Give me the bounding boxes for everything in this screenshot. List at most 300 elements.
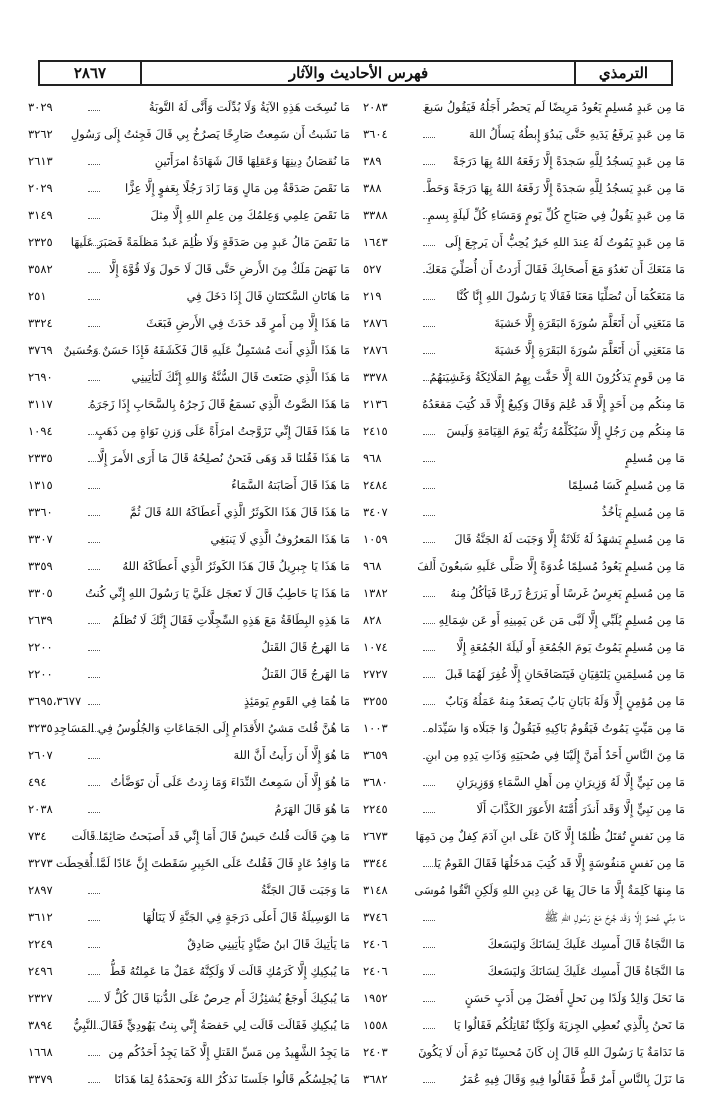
index-entry — [28, 553, 350, 580]
index-entry — [363, 364, 685, 391]
entry-text: مَا مِن عَبدٍ يَمُوتُ لَهُ عِندَ اللهِ خَيرٌ يُحِبُّ أَن يَرجِعَ إِلَى — [444, 235, 685, 249]
entry-text: مَا هُوَ إِلَّا أَن سَمِعتُ النِّدَاءَ وَمَا زِدتُ عَلَى أَن تَوَضَّأتُ — [110, 775, 350, 789]
leader-dots — [423, 839, 435, 840]
entry-number: ٣٣٦٠ — [28, 505, 53, 519]
index-entry — [363, 472, 685, 499]
entry-text: مَا نَدَامَةٌ يَا رَسُولَ اللهِ قَالَ إِن كَانَ مُحسِنًا نَدِمَ أَن لَا يَكُونَ — [418, 1045, 685, 1059]
entry-number: ٢٠٨٣ — [363, 100, 388, 114]
entry-text: مَا مِن قَومٍ يَذكُرُونَ اللهَ إِلَّا حَفَّت بِهِمُ المَلَائِكَةُ وَغَشِيَتهُمُ — [429, 370, 685, 384]
leader-dots — [88, 677, 100, 678]
leader-dots — [423, 731, 435, 732]
index-entry — [28, 121, 350, 148]
leader-dots — [423, 974, 435, 975]
index-entry — [28, 634, 350, 661]
entry-number: ٢٦٣٩ — [28, 613, 53, 627]
entry-number: ٢٣٢٥ — [28, 235, 53, 249]
index-entry — [363, 94, 685, 121]
entry-text: مَا مِن نَفسٍ تُقتَلُ ظُلمًا إِلَّا كَانَ عَلَى ابنِ آدَمَ كِفلٌ مِن دَمِهَا — [415, 829, 685, 843]
leader-dots — [88, 218, 100, 219]
entry-number: ٢٤٨٤ — [363, 478, 388, 492]
leader-dots — [88, 569, 100, 570]
leader-dots — [88, 785, 100, 786]
entry-text: مَا هَذَا الَّذِي أَنتَ مُشتَمِلٌ عَلَيهِ قَالَ فَكَشَفَهُ فَإِذَا حَسَنٌ وَحُسَينٌ — [63, 343, 350, 357]
entry-text: مَا نَهَضَ مَلَكٌ مِنَ الأَرضِ حَتَّى قَالَ لَا حَولَ وَلَا قُوَّةَ إِلَّا — [108, 262, 350, 276]
leader-dots — [88, 731, 100, 732]
index-entry — [363, 715, 685, 742]
leader-dots — [88, 488, 100, 489]
leader-dots — [423, 110, 435, 111]
index-entry — [363, 1066, 685, 1093]
entry-number: ٢٤١٥ — [363, 424, 388, 438]
entry-text: مَا هَذَا الصَّوتُ الَّذِي نَسمَعُ قَالَ زَجرُهُ بِالسَّحَابِ إِذَا زَجَرَهُ — [89, 397, 350, 411]
entry-text: مَا مِن مَيِّتٍ يَمُوتُ فَيَقُومُ بَاكِيهِ فَيَقُولُ وَا جَبَلَاه وَا سَيِّدَاه — [428, 721, 685, 735]
entry-text: مَا نَحنُ بِالَّذِي نُعطِي الجِزيَةَ وَلَكِنَّا نُقَاتِلُكُم فَقَالُوا يَا — [453, 1018, 685, 1032]
index-entry — [363, 202, 685, 229]
index-entry — [28, 580, 350, 607]
entry-text: مَا مِن عَبدٍ يَقُولُ فِي صَبَاحِ كُلِّ يَومٍ وَمَسَاءِ كُلِّ لَيلَةٍ بِسمِ — [427, 208, 685, 222]
entry-number: ٣٣٠٥ — [28, 586, 53, 600]
entry-number: ٢٠٣٨ — [28, 802, 53, 816]
entry-number: ٣٣٧٨ — [363, 370, 388, 384]
index-entry — [28, 391, 350, 418]
entry-number: ٢١٩ — [363, 289, 382, 303]
leader-dots — [88, 299, 100, 300]
leader-dots — [88, 596, 100, 597]
leader-dots — [88, 191, 100, 192]
entry-number: ٣٢٧٣ — [28, 856, 53, 870]
entry-text: مَا نَقَصَ عِلمِي وَعِلمُكَ مِن عِلمِ اللهِ إِلَّا مِثلَ — [150, 208, 350, 222]
entry-number: ٣٦٥٩ — [363, 748, 388, 762]
entry-number: ١٩٥٢ — [363, 991, 388, 1005]
index-entry — [28, 742, 350, 769]
entry-number: ٣٧٦٩ — [28, 343, 53, 357]
entry-text: مَا مَنَعَكُمَا أَن تُصَلِّيَا مَعَنَا فَقَالَا يَا رَسُولَ اللهِ إِنَّا كُنَّا — [456, 289, 685, 303]
index-entry — [363, 580, 685, 607]
leader-dots — [423, 758, 435, 759]
entry-text: مَا الهَرجُ قَالَ القَتلُ — [261, 640, 350, 654]
leader-dots — [88, 866, 100, 867]
entry-text: مَا مِن مُسلِمٍ يَعُودُ مُسلِمًا غُدوَةً إِلَّا صَلَّى عَلَيهِ سَبعُونَ أَلفَ — [417, 559, 685, 573]
leader-dots — [88, 1028, 100, 1029]
entry-text: مَا مِن مُسلِمٍ يَأخُذُ — [601, 505, 685, 519]
entry-number: ٢٤٠٣ — [363, 1045, 388, 1059]
index-entry — [28, 499, 350, 526]
leader-dots — [423, 623, 435, 624]
entry-number: ٣٤٠٧ — [363, 505, 388, 519]
entry-number: ٢٣٢٧ — [28, 991, 53, 1005]
leader-dots — [423, 677, 435, 678]
entry-text: مَا وَافِدُ عَادٍ قَالَ فَقُلتُ عَلَى الخَبِيرِ سَقَطتَ إِنَّ عَادًا لَمَّا أُقحِطَت — [55, 856, 350, 870]
leader-dots — [423, 353, 435, 354]
entry-number: ٨٢٨ — [363, 613, 382, 627]
index-entry — [28, 661, 350, 688]
entry-number: ٢١٣٦ — [363, 397, 388, 411]
entry-text: مَا مِن مُسلِمٍ — [625, 451, 685, 465]
entry-text: مَا هَذِهِ البِطَاقَةُ مَعَ هَذِهِ السِّجِلَّاتِ فَقَالَ إِنَّكَ لَا تُظلَمُ — [112, 613, 350, 627]
entry-number: ٣١٤٨ — [363, 883, 388, 897]
index-entry — [28, 364, 350, 391]
leader-dots — [88, 1001, 100, 1002]
entry-text: مَا مِن نَبِيٍّ إِلَّا لَهُ وَزِيرَانِ مِن أَهلِ السَّمَاءِ وَوَزِيرَانِ — [456, 775, 685, 789]
index-entry — [363, 634, 685, 661]
index-entry — [28, 715, 350, 742]
entry-number: ٣٣٧٩ — [28, 1072, 53, 1086]
entry-number: ٣٦٨٢ — [363, 1072, 388, 1086]
entry-number: ٣٨٩ — [363, 154, 382, 168]
leader-dots — [423, 1055, 435, 1056]
leader-dots — [423, 1028, 435, 1029]
leader-dots — [423, 218, 435, 219]
index-entry — [28, 202, 350, 229]
entry-text: مَا مِنكُم مِن أَحَدٍ إِلَّا قَد عُلِمَ وَقَالَ وَكِيعٌ إِلَّا قَد كُتِبَ مَقعَدُهُ — [422, 397, 685, 411]
entry-text: مَا وَجَبَت قَالَ الجَنَّةُ — [260, 883, 350, 897]
index-entry — [28, 445, 350, 472]
entry-number: ١٥٥٨ — [363, 1018, 388, 1032]
entry-text: مَا نُسِخَت هَذِهِ الآيَةُ وَلَا بُدِّلَت وَأَنَّى لَهُ التَّوبَةُ — [148, 100, 350, 114]
leader-dots — [423, 515, 435, 516]
entry-number: ٢٢٤٩ — [28, 937, 53, 951]
entry-number: ١٦٤٣ — [363, 235, 388, 249]
entry-text: مَا هَذَا قَالَ هَذَا الكَوثَرُ الَّذِي أَعطَاكَهُ اللهُ قَالَ ثُمَّ — [129, 505, 350, 519]
entry-text: مَا يُبكِيكِ إِلَّا كَرَمُكِ قَالَت لَا وَلَكِنَّهُ عَمَلٌ مَا عَمِلتُهُ قَطُّ — [109, 964, 350, 978]
index-entry — [363, 148, 685, 175]
entry-text: مَا النَّجَاةُ قَالَ أَمسِك عَلَيكَ لِسَانَكَ وَليَسَعكَ — [487, 964, 685, 978]
entry-number: ٢٢٠٠ — [28, 640, 53, 654]
entry-number: ٢٦٧٣ — [363, 829, 388, 843]
leader-dots — [88, 704, 100, 705]
entry-number: ٢٢٠٠ — [28, 667, 53, 681]
index-entry — [363, 607, 685, 634]
leader-dots — [88, 245, 100, 246]
index-entry — [28, 796, 350, 823]
index-entry — [28, 472, 350, 499]
leader-dots — [88, 650, 100, 651]
leader-dots — [423, 893, 435, 894]
leader-dots — [88, 920, 100, 921]
leader-dots — [423, 542, 435, 543]
entry-number: ٣١٤٩ — [28, 208, 53, 222]
entry-text: مَا يُبكِيكَ أَوجَعٌ يُشئِزُكَ أَم حِرصٌ عَلَى الدُّنيَا قَالَ كُلٌّ لَا — [103, 991, 350, 1005]
index-entry — [28, 850, 350, 877]
index-entry — [28, 823, 350, 850]
index-entry — [363, 310, 685, 337]
index-entry — [28, 877, 350, 904]
leader-dots — [88, 839, 100, 840]
entry-number: ١٠٥٩ — [363, 532, 388, 546]
leader-dots — [423, 380, 435, 381]
entry-text: مَا الهَرجُ قَالَ القَتلُ — [261, 667, 350, 681]
index-entry — [28, 229, 350, 256]
index-entry — [28, 310, 350, 337]
index-entry — [28, 148, 350, 175]
index-entry — [28, 1066, 350, 1093]
entry-text: مَا نَقَصَ صَدَقَةٌ مِن مَالٍ وَمَا زَادَ رَجُلًا بِعَفوٍ إِلَّا عِزًّا — [125, 181, 350, 195]
index-entry — [28, 769, 350, 796]
entry-text: مَا نُقصَانُ دِينِهَا وَعَقلِهَا قَالَ شَهَادَةُ امرَأَتَينِ — [154, 154, 350, 168]
entry-number: ٣٢٥٥ — [363, 694, 388, 708]
entry-number: ٣٣٥٩ — [28, 559, 53, 573]
index-entry — [28, 418, 350, 445]
leader-dots — [423, 272, 435, 273]
entry-text: مَا مَنَعَنِي أَن أَتَعَلَّمَ سُورَةَ البَقَرَةِ إِلَّا خَشيَةَ — [494, 343, 685, 357]
leader-dots — [423, 191, 435, 192]
entry-number: ٢٥١ — [28, 289, 47, 303]
leader-dots — [88, 461, 100, 462]
entry-text: مَا هِيَ قَالَت قُلتُ حَيسٌ قَالَ أَمَا إِنِّي قَد أَصبَحتُ صَائِمًا قَالَت — [71, 829, 350, 843]
entry-text: مَا مِن نَبِيٍّ إِلَّا وَقَد أَنذَرَ أُمَّتَهُ الأَعوَرَ الكَذَّابَ أَلَا — [476, 802, 685, 816]
entry-number: ٩٦٨ — [363, 451, 382, 465]
index-entry — [28, 1039, 350, 1066]
entry-text: مَا مِن مُسلِمٍ كَسَا مُسلِمًا — [568, 478, 685, 492]
leader-dots — [88, 515, 100, 516]
index-entry — [363, 1012, 685, 1039]
entry-number: ٢٣٣٥ — [28, 451, 53, 465]
leader-dots — [423, 488, 435, 489]
entry-number: ٩٦٨ — [363, 559, 382, 573]
index-entry — [363, 256, 685, 283]
leader-dots — [88, 1055, 100, 1056]
index-entry — [363, 445, 685, 472]
leader-dots — [423, 326, 435, 327]
entry-text: مَا هَاتَانِ السَّكتَتَانِ قَالَ إِذَا دَخَلَ فِي — [186, 289, 350, 303]
entry-number: ٣٦١٢ — [28, 910, 53, 924]
leader-dots — [423, 704, 435, 705]
entry-number: ٢٢٤٥ — [363, 802, 388, 816]
leader-dots — [423, 785, 435, 786]
index-entry — [363, 337, 685, 364]
entry-text: مَا مِن عَبدٍ يَرفَعُ يَدَيهِ حَتَّى يَبدُوَ إِبطُهُ يَسأَلُ اللهَ — [468, 127, 685, 141]
leader-dots — [423, 866, 435, 867]
index-entry — [363, 850, 685, 877]
index-entry — [363, 931, 685, 958]
section-title: فهرس الأحاديث والآثار — [288, 64, 429, 82]
index-entry — [363, 391, 685, 418]
entry-number: ٣٣٢٤ — [28, 316, 53, 330]
entry-text: مَا نَقَصَ مَالُ عَبدٍ مِن صَدَقَةٍ وَلَا ظُلِمَ عَبدٌ مَظلَمَةً فَصَبَرَ عَلَيهَا — [70, 235, 350, 249]
entry-number: ٣٥٨٢ — [28, 262, 53, 276]
index-entry — [363, 1039, 685, 1066]
entry-number: ٢٦٩٠ — [28, 370, 53, 384]
index-entry — [28, 526, 350, 553]
leader-dots — [88, 893, 100, 894]
leader-dots — [88, 272, 100, 273]
index-entry — [363, 958, 685, 985]
index-entry — [28, 904, 350, 931]
entry-text: مَا هَذَا يَا حَاطِبُ قَالَ لَا تَعجَل عَلَيَّ يَا رَسُولَ اللهِ إِنِّي كُنتُ — [85, 586, 350, 600]
entry-text: مَا هُنَّ قُلتَ مَشيُ الأَقدَامِ إِلَى الجَمَاعَاتِ وَالجُلُوسُ فِي المَسَاجِدِ — [53, 721, 350, 735]
entry-number: ٣٧٤٦ — [363, 910, 388, 924]
entry-number: ٢٦١٣ — [28, 154, 53, 168]
leader-dots — [423, 461, 435, 462]
entry-number: ٢٠٢٩ — [28, 181, 53, 195]
entry-number: ١٠٧٤ — [363, 640, 388, 654]
entry-number: ٢٤٩٦ — [28, 964, 53, 978]
leader-dots — [423, 920, 435, 921]
entry-text: مَا هَذَا قَالَ أَصَابَتهُ السَّمَاءُ — [231, 478, 350, 492]
index-entry — [363, 877, 685, 904]
index-entry — [28, 94, 350, 121]
entry-number: ٢٨٧٦ — [363, 316, 388, 330]
entry-text: مَا يَجِدُ الشَّهِيدُ مِن مَسِّ القَتلِ إِلَّا كَمَا يَجِدُ أَحَدُكُم مِن — [108, 1045, 350, 1059]
entry-number: ٣٣٠٧ — [28, 532, 53, 546]
leader-dots — [88, 974, 100, 975]
entry-number: ٧٣٤ — [28, 829, 47, 843]
leader-dots — [423, 569, 435, 570]
entry-number: ٣٠٢٩ — [28, 100, 53, 114]
entry-text: مَا نَحَلَ وَالِدٌ وَلَدًا مِن نَحلٍ أَفضَلَ مِن أَدَبٍ حَسَنٍ — [464, 991, 685, 1005]
index-entry — [363, 283, 685, 310]
entry-number: ٣٣٨٨ — [363, 208, 388, 222]
entry-text: مَا مِنكُم مِن رَجُلٍ إِلَّا سَيُكَلِّمُهُ رَبُّهُ يَومَ القِيَامَةِ وَلَيسَ — [446, 424, 685, 438]
index-entry — [363, 526, 685, 553]
leader-dots — [88, 137, 100, 138]
entry-number: ٣٣٤٤ — [363, 856, 388, 870]
leader-dots — [88, 380, 100, 381]
entry-number: ١٣١٥ — [28, 478, 53, 492]
entry-text: مَا هَذَا إِلَّا مِن أَمرٍ قَد حَدَثَ فِي الأَرضِ فَبَعَثَ — [146, 316, 350, 330]
index-entry — [28, 931, 350, 958]
leader-dots — [423, 137, 435, 138]
entry-number: ٣٦٨٠ — [363, 775, 388, 789]
entry-text: مَا هَذَا فَقَالَ إِنِّي تَزَوَّجتُ امرَأَةً عَلَى وَزنِ نَوَاةٍ مِن ذَهَبٍ — [95, 424, 350, 438]
entry-text: مَا نَشَبتُ أَن سَمِعتُ صَارِخًا يَصرُخُ بِي قَالَ فَجِئتُ إِلَى رَسُولِ — [70, 127, 350, 141]
entry-text: مَا مِن نَفسٍ مَنفُوسَةٍ إِلَّا قَد كُتِبَ مَدخَلُهَا فَقَالَ القَومُ يَا — [434, 856, 685, 870]
index-entry — [28, 175, 350, 202]
index-entry — [363, 553, 685, 580]
entry-number: ١٣٨٢ — [363, 586, 388, 600]
page-number: ٢٨٦٧ — [40, 62, 142, 84]
index-entry — [363, 985, 685, 1012]
leader-dots — [423, 947, 435, 948]
entry-text: مَا يُبكِيكِ فَقَالَت قَالَت لِي حَفصَةُ إِنِّي بِنتُ يَهُودِيٍّ فَقَالَ النَّبِيُّ — [73, 1018, 350, 1032]
entry-number: ٣٨٩٤ — [28, 1018, 53, 1032]
entry-text: مَا يَأتِيكَ قَالَ ابنُ صَيَّادٍ يَأتِينِي صَادِقٌ — [187, 937, 350, 951]
index-entry — [363, 742, 685, 769]
leader-dots — [88, 1082, 100, 1083]
index-entry — [28, 256, 350, 283]
index-entry — [28, 337, 350, 364]
entry-text: مَا مِن مُؤمِنٍ إِلَّا وَلَهُ بَابَانِ بَابٌ يَصعَدُ مِنهُ عَمَلُهُ وَبَابٌ — [445, 694, 685, 708]
entry-text: مَا مِن عَبدٍ مُسلِمٍ يَعُودُ مَرِيضًا لَم يَحضُر أَجَلُهُ فَيَقُولُ سَبعَ — [423, 100, 685, 114]
leader-dots — [423, 407, 435, 408]
entry-text: مَا هَذَا المَعرُوفُ الَّذِي لَا يَنبَغِي — [210, 532, 350, 546]
entry-text: مَا مَنَعَكَ أَن تَغدُوَ مَعَ أَصحَابِكَ فَقَالَ أَرَدتُ أَن أُصَلِّيَ مَعَكَ — [425, 262, 685, 276]
entry-text: مَا مِن مُسلِمٍ يُلَبِّي إِلَّا لَبَّى مَن عَن يَمِينِهِ أَو عَن شِمَالِهِ — [438, 613, 685, 627]
index-entry — [363, 823, 685, 850]
entry-number: ٣٢٣٥ — [28, 721, 53, 735]
entry-number: ٣٢٦٢ — [28, 127, 53, 141]
entry-number: ١٠٠٣ — [363, 721, 388, 735]
entry-text: مَا هُوَ قَالَ الهَرَمُ — [274, 802, 350, 816]
leader-dots — [88, 110, 100, 111]
entry-number: ٢٤٠٦ — [363, 937, 388, 951]
entry-text: مَا مِن مُسلِمٍ يَشهَدُ لَهُ ثَلَاثَةٌ إِلَّا وَجَبَت لَهُ الجَنَّةُ قَالَ — [454, 532, 685, 546]
entry-number: ١٠٩٤ — [28, 424, 53, 438]
entry-number: ٣٦٩٥،٣٦٧٧ — [28, 694, 82, 708]
entry-text: مَا مَنَعَنِي أَن أَتَعَلَّمَ سُورَةَ البَقَرَةِ إِلَّا خَشيَةَ — [494, 316, 685, 330]
index-entry — [363, 661, 685, 688]
leader-dots — [423, 245, 435, 246]
index-entry — [363, 688, 685, 715]
leader-dots — [88, 353, 100, 354]
index-entry — [363, 229, 685, 256]
leader-dots — [88, 812, 100, 813]
right-column — [363, 94, 685, 1093]
index-entry — [363, 418, 685, 445]
leader-dots — [88, 434, 100, 435]
entry-text: مَا الوَسِيلَةُ قَالَ أَعلَى دَرَجَةٍ فِي الجَنَّةِ لَا يَنَالُهَا — [142, 910, 350, 924]
entry-text: مَا مِنِّي عُضوٌ إِلَّا وَقَد جُرِحَ مَعَ رَسُولِ اللهِ ﷺ — [544, 910, 685, 924]
leader-dots — [88, 947, 100, 948]
entry-number: ٢٨٩٧ — [28, 883, 53, 897]
entry-text: مَا مِن عَبدٍ يَسجُدُ لِلَّهِ سَجدَةً إِلَّا رَفَعَهُ اللهُ بِهَا دَرَجَةً — [452, 154, 685, 168]
entry-text: مَا مِن مُسلِمَينِ يَلتَقِيَانِ فَيَتَصَافَحَانِ إِلَّا غُفِرَ لَهُمَا قَبلَ — [445, 667, 685, 681]
leader-dots — [423, 650, 435, 651]
entry-number: ١٦٦٨ — [28, 1045, 53, 1059]
index-entry — [28, 1012, 350, 1039]
entry-number: ٢٦٠٧ — [28, 748, 53, 762]
entry-text: مَا نَزَلَ بِالنَّاسِ أَمرٌ قَطُّ فَقَالُوا فِيهِ وَقَالَ فِيهِ عُمَرُ — [460, 1072, 685, 1086]
index-entry — [28, 958, 350, 985]
leader-dots — [423, 164, 435, 165]
book-title: الترمذي — [574, 62, 671, 84]
entry-text: مَا مِنَ النَّاسِ أَحَدٌ أَمَنَّ إِلَيْنَا فِي صُحبَتِهِ وَذَاتِ يَدِهِ مِن ابنِ — [425, 748, 685, 762]
index-entry — [363, 175, 685, 202]
leader-dots — [88, 758, 100, 759]
leader-dots — [423, 434, 435, 435]
entry-text: مَا هَذَا يَا جِبرِيلُ قَالَ هَذَا الكَوثَرُ الَّذِي أَعطَاكَهُ اللهُ — [122, 559, 350, 573]
entry-number: ٣١١٧ — [28, 397, 53, 411]
entry-number: ٣٨٨ — [363, 181, 382, 195]
entry-text: مَا يُجلِسُكُم قَالُوا جَلَسنَا نَذكُرُ اللهَ وَنَحمَدُهُ لِمَا هَدَانَا — [114, 1072, 350, 1086]
index-entry — [363, 121, 685, 148]
left-column — [28, 94, 350, 1093]
entry-text: مَا هُوَ إِلَّا أَن رَأَيتُ أَنَّ اللهَ — [233, 748, 350, 762]
entry-text: مَا هَذَا فَقُلنَا قَد وَهَى فَنَحنُ نُصلِحُهُ قَالَ مَا أَرَى الأَمرَ إِلَّا — [97, 451, 350, 465]
entry-text: مَا مِنهَا كَلِمَةٌ إِلَّا مَا حَالَ بِهَا عَن دِينِ اللهِ وَلَكِنِ اتَّقُوا مُوسَى — [414, 883, 685, 897]
index-entry — [363, 499, 685, 526]
entry-text: مَا مِن مُسلِمٍ يَغرِسُ غَرسًا أَو يَزرَعُ زَرعًا فَيَأكُلُ مِنهُ — [450, 586, 685, 600]
leader-dots — [423, 1001, 435, 1002]
entry-number: ٢٤٠٦ — [363, 964, 388, 978]
page-header — [38, 60, 673, 86]
entry-number: ٣٦٠٤ — [363, 127, 388, 141]
index-entry — [363, 904, 685, 931]
index-entry — [28, 607, 350, 634]
leader-dots — [423, 299, 435, 300]
leader-dots — [88, 326, 100, 327]
entry-text: مَا مِن مُسلِمٍ يَمُوتُ يَومَ الجُمُعَةِ أَو لَيلَةَ الجُمُعَةِ إِلَّا — [456, 640, 685, 654]
leader-dots — [88, 623, 100, 624]
leader-dots — [423, 1082, 435, 1083]
leader-dots — [88, 164, 100, 165]
leader-dots — [88, 407, 100, 408]
entry-number: ٢٧٢٧ — [363, 667, 388, 681]
entry-text: مَا هُمَا فِي القَومِ يَومَئِذٍ — [244, 694, 350, 708]
index-entry — [363, 769, 685, 796]
entry-number: ٢٨٧٦ — [363, 343, 388, 357]
entry-text: مَا النَّجَاةُ قَالَ أَمسِك عَلَيكَ لِسَانَكَ وَليَسَعكَ — [487, 937, 685, 951]
leader-dots — [423, 596, 435, 597]
index-entry — [28, 688, 350, 715]
index-entry — [28, 283, 350, 310]
entry-number: ٥٢٧ — [363, 262, 382, 276]
leader-dots — [423, 812, 435, 813]
entry-text: مَا مِن عَبدٍ يَسجُدُ لِلَّهِ سَجدَةً إِلَّا رَفَعَهُ اللهُ بِهَا دَرَجَةً وَحَطَّ — [425, 181, 685, 195]
leader-dots — [88, 542, 100, 543]
entry-number: ٤٩٤ — [28, 775, 47, 789]
index-entry — [363, 796, 685, 823]
